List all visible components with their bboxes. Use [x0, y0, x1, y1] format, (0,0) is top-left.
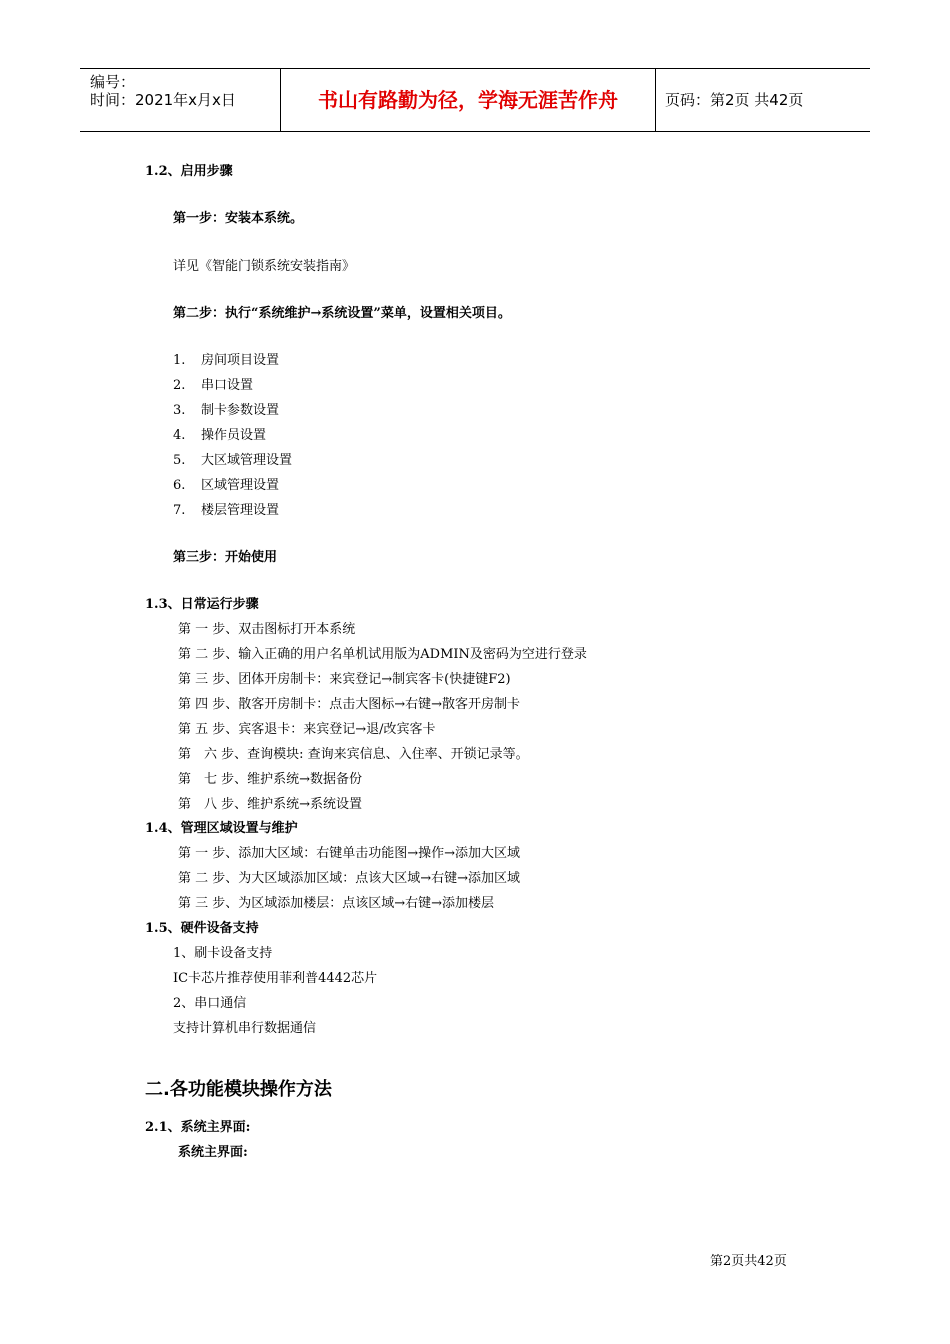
- list-item: 第 三 步、团体开房制卡：来宾登记→制宾客卡(快捷键F2): [178, 672, 511, 687]
- list-item: 第 二 步、输入正确的用户名单机试用版为ADMIN及密码为空进行登录: [178, 647, 587, 662]
- list-item: 第 三 步、为区域添加楼层：点该区域→右键→添加楼层: [178, 896, 495, 911]
- page-footer: 第2页共42页: [710, 1254, 787, 1269]
- list-item: 第 五 步、宾客退卡：来宾登记→退/改宾客卡: [178, 722, 436, 737]
- header-page-label: 页码：第2页 共42页: [665, 91, 804, 109]
- section-1-3-title: 1.3、日常运行步骤: [145, 597, 259, 612]
- section-2-1-title: 2.1、系统主界面:: [145, 1120, 251, 1135]
- list-item: 第 六 步、查询模块: 查询来宾信息、入住率、开锁记录等。: [178, 747, 529, 762]
- list-item: 第 一 步、双击图标打开本系统: [178, 622, 356, 637]
- list-item: 第 四 步、散客开房制卡：点击大图标→右键→散客开房制卡: [178, 697, 521, 712]
- list-item: 3. 制卡参数设置: [173, 403, 280, 418]
- list-item: 7. 楼层管理设置: [173, 503, 280, 518]
- step2-title: 第二步：执行“系统维护→系统设置”菜单，设置相关项目。: [173, 306, 511, 321]
- section-1-5-title: 1.5、硬件设备支持: [145, 921, 259, 936]
- section-1-2-title: 1.2、启用步骤: [145, 164, 233, 179]
- list-item: 5. 大区域管理设置: [173, 453, 293, 468]
- list-item: 4. 操作员设置: [173, 428, 267, 443]
- list-item: IC卡芯片推荐使用菲利普4442芯片: [173, 971, 378, 986]
- section-2-1-text: 系统主界面:: [178, 1145, 248, 1160]
- list-item: 第 一 步、添加大区域：右键单击功能图→操作→添加大区域: [178, 846, 521, 861]
- step3-title: 第三步：开始使用: [173, 550, 278, 565]
- list-item: 第 七 步、维护系统→数据备份: [178, 772, 363, 787]
- number-label: 编号：: [90, 73, 136, 91]
- step1-title: 第一步：安装本系统。: [173, 211, 304, 226]
- list-item: 6. 区域管理设置: [173, 478, 280, 493]
- section-1-4-title: 1.4、管理区域设置与维护: [145, 821, 298, 836]
- list-item: 1. 房间项目设置: [173, 353, 280, 368]
- list-item: 第 二 步、为大区域添加区域：点该大区域→右键→添加区域: [178, 871, 521, 886]
- list-item: 支持计算机串行数据通信: [173, 1021, 317, 1036]
- header-info-cell: [80, 69, 280, 131]
- list-item: 2、串口通信: [173, 996, 247, 1011]
- time-label: 时间：2021年x月x日: [90, 91, 236, 109]
- list-item: 2. 串口设置: [173, 378, 254, 393]
- page-header: [80, 68, 870, 132]
- chapter-2-title: 二.各功能模块操作方法: [145, 1079, 332, 1100]
- list-item: 第 八 步、维护系统→系统设置: [178, 797, 363, 812]
- list-item: 1、刷卡设备支持: [173, 946, 273, 961]
- step1-text: 详见《智能门锁系统安装指南》: [173, 259, 356, 274]
- header-motto: 书山有路勤为径，学海无涯苦作舟: [280, 69, 656, 131]
